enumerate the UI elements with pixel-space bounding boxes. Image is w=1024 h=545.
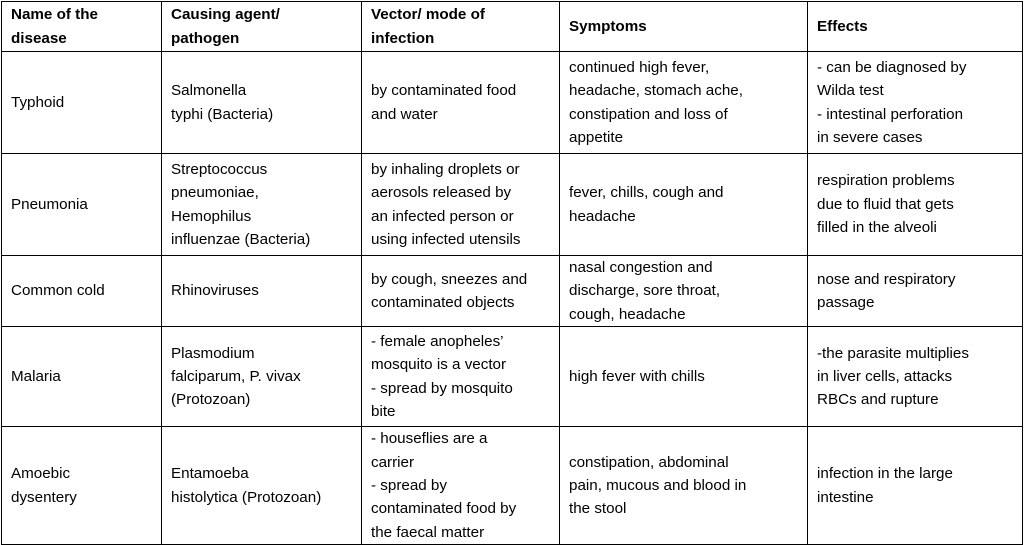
cell-line: Hemophilus (171, 207, 252, 225)
cell-line: in liver cells, attacks (817, 368, 953, 386)
header-line: pathogen (171, 29, 240, 47)
cell-symptoms (560, 154, 808, 256)
cell-line: Malaria (11, 368, 61, 386)
header-line: disease (11, 29, 67, 47)
cell-line: falciparum, P. vivax (171, 368, 301, 386)
header-line: Causing agent/ (171, 6, 280, 24)
cell-vector (362, 154, 560, 256)
cell-agent (162, 52, 362, 154)
cell-line: discharge, sore throat, (569, 282, 721, 300)
cell-line: - houseflies are a (371, 430, 488, 448)
cell-line: appetite (569, 128, 624, 146)
cell-line: mosquito is a vector (371, 356, 507, 374)
cell-symptoms (560, 256, 808, 327)
cell-line: by contaminated food (371, 82, 517, 100)
cell-effects (808, 52, 1023, 154)
cell-disease (2, 154, 162, 256)
cell-line: - spread by (371, 477, 447, 495)
cell-line: - can be diagnosed by (817, 58, 967, 76)
cell-line: by inhaling droplets or (371, 160, 520, 178)
cell-vector (362, 52, 560, 154)
cell-effects (808, 256, 1023, 327)
header-symptoms (560, 2, 808, 52)
cell-line: the stool (569, 500, 627, 518)
cell-line: Plasmodium (171, 344, 255, 362)
cell-line: an infected person or (371, 207, 514, 225)
table-row (2, 52, 1023, 154)
cell-symptoms (560, 427, 808, 545)
cell-line: RBCs and rupture (817, 391, 939, 409)
header-line: Vector/ mode of (371, 6, 485, 24)
cell-effects (808, 427, 1023, 545)
table-row (2, 427, 1023, 545)
cell-line: cough, headache (569, 305, 686, 323)
cell-line: contaminated objects (371, 294, 515, 312)
cell-effects (808, 154, 1023, 256)
cell-line: intestine (817, 488, 874, 506)
cell-line: filled in the alveoli (817, 219, 937, 237)
cell-vector (362, 427, 560, 545)
table-row (2, 256, 1023, 327)
cell-line: Common cold (11, 282, 105, 300)
header-effects (808, 2, 1023, 52)
cell-line: - female anopheles’ (371, 332, 504, 350)
cell-line: Entamoeba (171, 465, 249, 483)
cell-line: influenzae (Bacteria) (171, 230, 311, 248)
cell-line: pneumoniae, (171, 184, 259, 202)
cell-symptoms (560, 52, 808, 154)
cell-line: constipation and loss of (569, 105, 728, 123)
cell-line: high fever with chills (569, 368, 705, 386)
cell-line: Streptococcus (171, 160, 268, 178)
cell-line: nasal congestion and (569, 259, 713, 276)
header-row (2, 2, 1023, 52)
cell-line: - spread by mosquito (371, 379, 513, 397)
cell-line: carrier (371, 453, 415, 471)
cell-line: - intestinal perforation (817, 105, 964, 123)
header-line: Name of the (11, 6, 98, 24)
cell-line: bite (371, 403, 396, 421)
cell-line: aerosols released by (371, 184, 512, 202)
cell-line: passage (817, 294, 875, 312)
cell-line: infection in the large (817, 465, 953, 483)
cell-line: Wilda test (817, 82, 884, 100)
cell-line: due to fluid that gets (817, 195, 954, 213)
cell-line: constipation, abdominal (569, 453, 729, 471)
cell-line: Rhinoviruses (171, 282, 259, 300)
cell-agent (162, 154, 362, 256)
cell-disease (2, 427, 162, 545)
cell-line: and water (371, 105, 438, 123)
cell-line: headache, stomach ache, (569, 82, 743, 100)
cell-line: Pneumonia (11, 195, 88, 213)
header-vector (362, 2, 560, 52)
header-causing-agent (162, 2, 362, 52)
cell-line: in severe cases (817, 128, 923, 146)
cell-line: continued high fever, (569, 58, 710, 76)
cell-line: Salmonella (171, 82, 247, 100)
cell-vector (362, 327, 560, 427)
cell-disease (2, 256, 162, 327)
cell-line: using infected utensils (371, 230, 521, 248)
cell-disease (2, 327, 162, 427)
header-disease-name (2, 2, 162, 52)
cell-line: typhi (Bacteria) (171, 105, 274, 123)
header-line: infection (371, 29, 435, 47)
cell-line: Typhoid (11, 93, 65, 111)
cell-effects (808, 327, 1023, 427)
cell-line: pain, mucous and blood in (569, 477, 747, 495)
cell-line: dysentery (11, 488, 77, 506)
header-line: Symptoms (569, 17, 647, 35)
cell-line: the faecal matter (371, 523, 485, 541)
cell-vector (362, 256, 560, 327)
cell-line: by cough, sneezes and (371, 270, 528, 288)
cell-agent (162, 327, 362, 427)
cell-disease (2, 52, 162, 154)
table-row (2, 327, 1023, 427)
header-line: Effects (817, 17, 868, 35)
cell-line: headache (569, 207, 636, 225)
cell-agent (162, 256, 362, 327)
cell-line: histolytica (Protozoan) (171, 488, 322, 506)
cell-line: -the parasite multiplies (817, 344, 969, 362)
cell-line: respiration problems (817, 172, 955, 190)
cell-line: (Protozoan) (171, 391, 251, 409)
cell-line: contaminated food by (371, 500, 517, 518)
cell-line: Amoebic (11, 465, 71, 483)
disease-table (1, 1, 1023, 545)
cell-line: nose and respiratory (817, 270, 956, 288)
cell-agent (162, 427, 362, 545)
cell-symptoms (560, 327, 808, 427)
table-row (2, 154, 1023, 256)
cell-line: fever, chills, cough and (569, 184, 724, 202)
